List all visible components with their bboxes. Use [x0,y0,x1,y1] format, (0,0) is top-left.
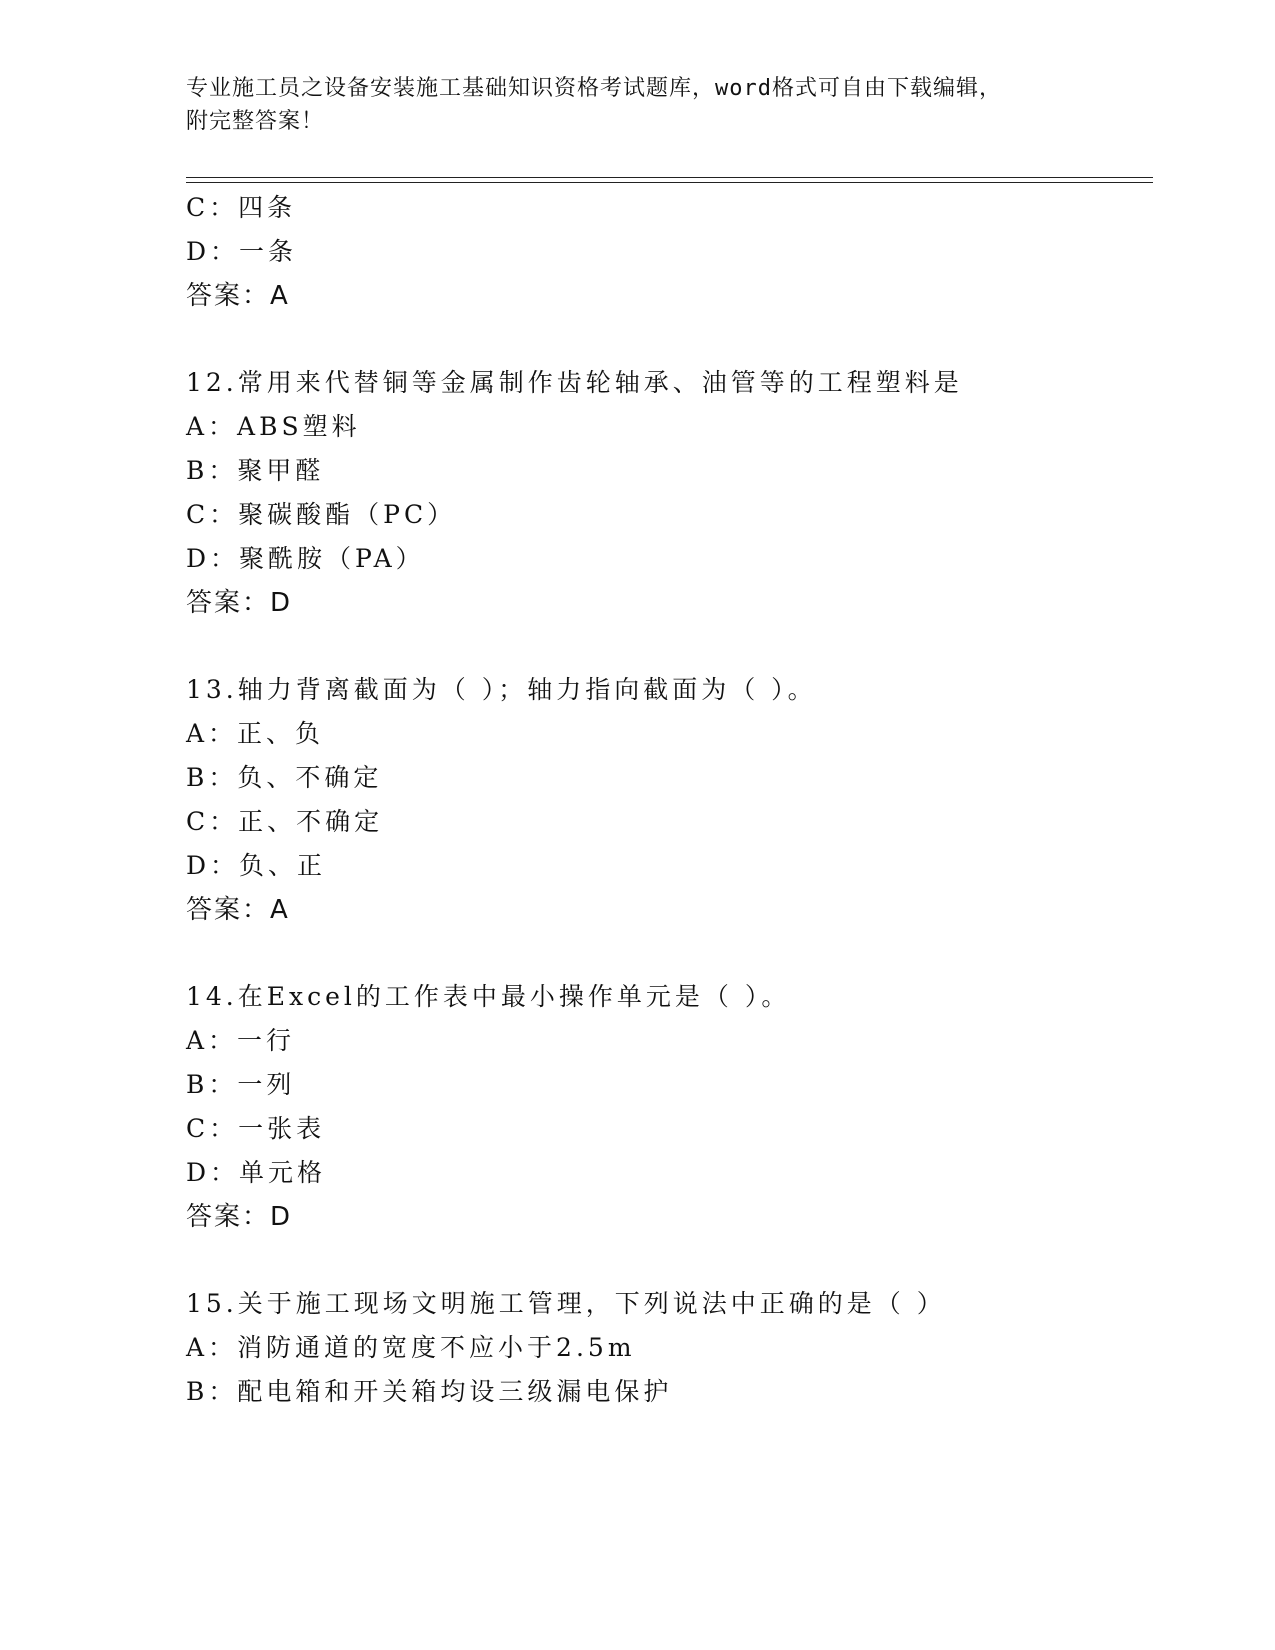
header-line-2: 附完整答案！ [186,109,325,134]
q13-answer: 答案：A [186,895,290,925]
header-line-1: 专业施工员之设备安装施工基础知识资格考试题库，word格式可自由下载编辑， [186,76,1002,101]
q13-option-c: C：正、不确定 [186,807,384,836]
option-c: C：四条 [186,193,297,222]
q14-option-c: C：一张表 [186,1114,326,1143]
q14-option-b: B：一列 [186,1070,296,1099]
q12-answer: 答案：D [186,588,293,618]
q14-answer: 答案：D [186,1202,293,1232]
q12-option-c: C：聚碳酸酯（PC） [186,500,457,529]
header-divider-bottom [186,182,1153,183]
q12-option-d: D：聚酰胺（PA） [186,544,425,573]
answer: 答案：A [186,281,290,311]
q15-option-b: B：配电箱和开关箱均设三级漏电保护 [186,1377,673,1406]
question-14: 14.在Excel的工作表中最小操作单元是（ ）。 [186,982,791,1011]
q13-option-b: B：负、不确定 [186,763,383,792]
q12-option-b: B：聚甲醛 [186,456,325,485]
header-divider-top [186,177,1153,178]
q15-option-a: A：消防通道的宽度不应小于2.5m [186,1333,636,1362]
q13-option-a: A：正、负 [186,719,325,748]
q14-option-a: A：一行 [186,1026,296,1055]
question-15: 15.关于施工现场文明施工管理，下列说法中正确的是（ ） [186,1289,946,1318]
option-d: D：一条 [186,237,298,266]
document-header [186,72,1086,138]
question-12: 12.常用来代替铜等金属制作齿轮轴承、油管等的工程塑料是 [186,368,963,397]
question-13: 13.轴力背离截面为（ ）；轴力指向截面为（ ）。 [186,675,817,704]
q12-option-a: A：ABS塑料 [186,412,361,441]
q14-option-d: D：单元格 [186,1158,327,1187]
q13-option-d: D：负、正 [186,851,327,880]
